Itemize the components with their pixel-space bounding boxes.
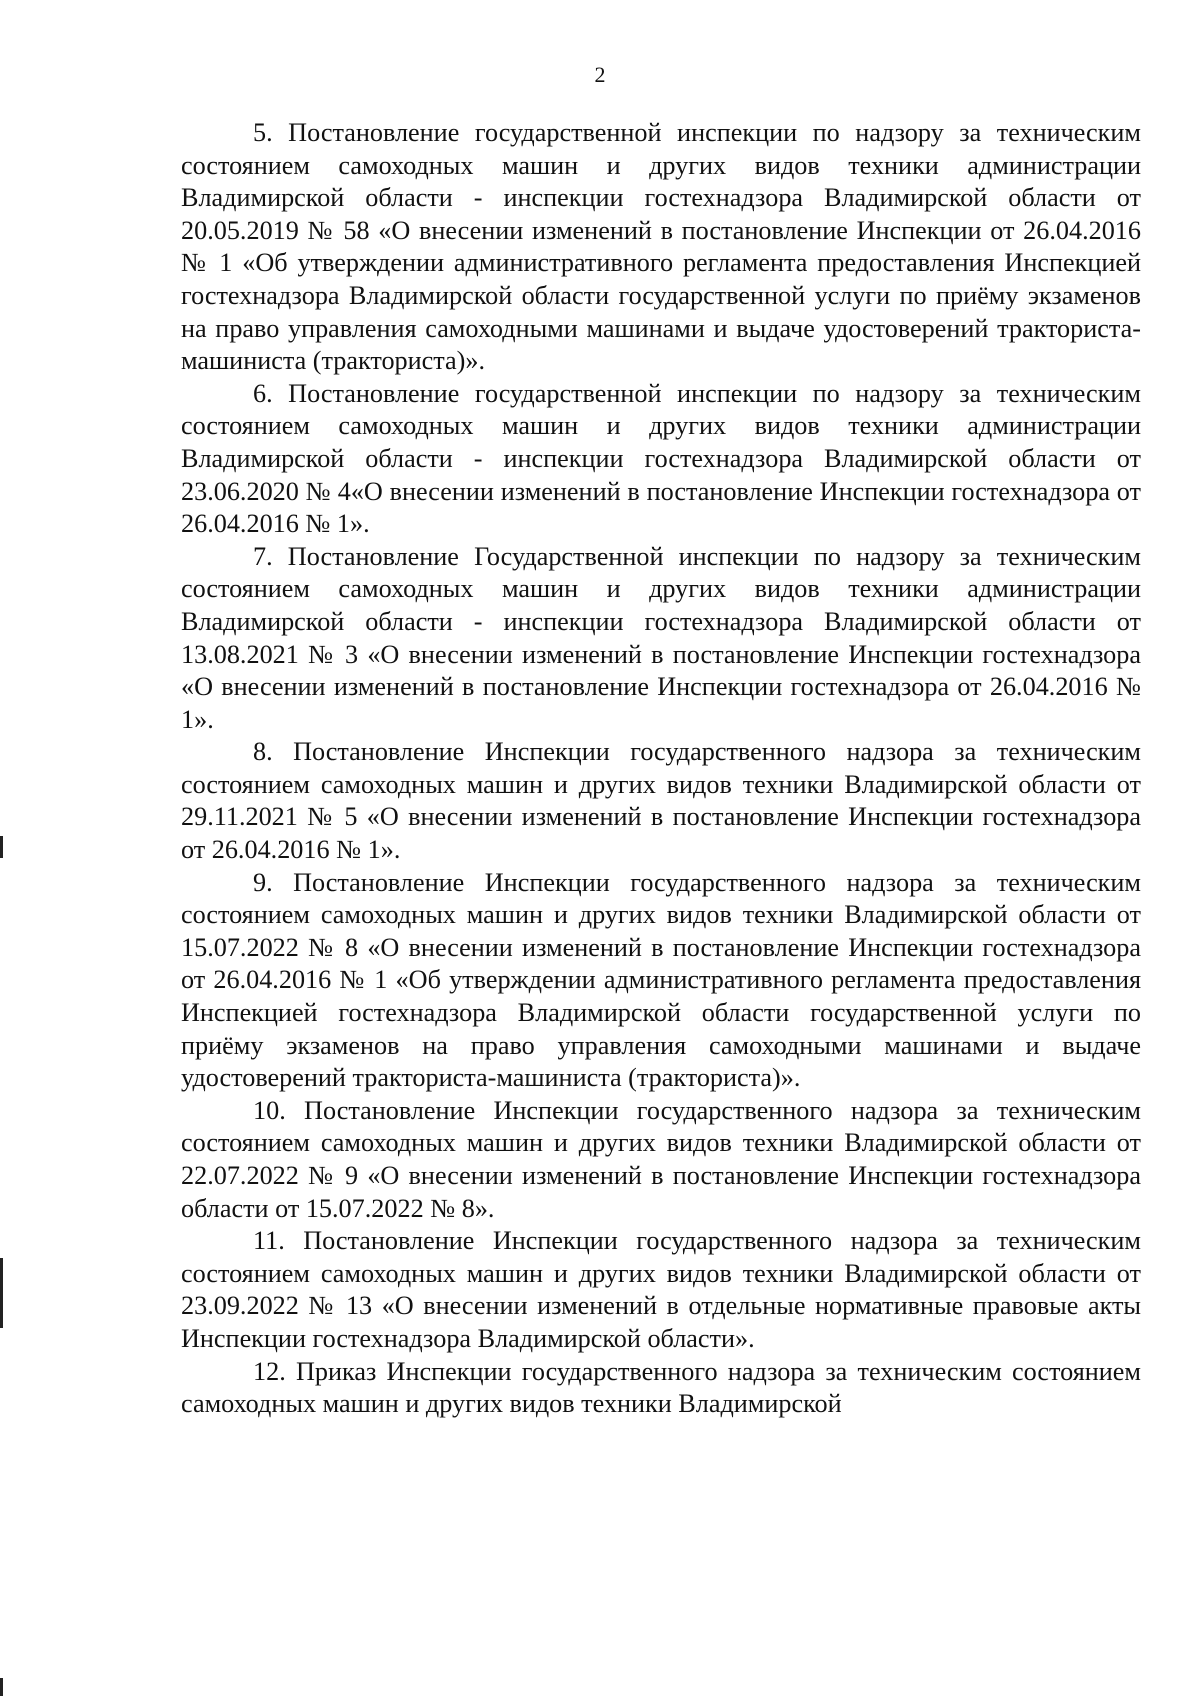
list-item-8: 8. Постановление Инспекции государственного надзора за техническим состоянием самоходных машин и других видов техники Владимирской области от 29.11.2021 № 5 «О внесении изменений в постановление Инспекции гостехнадзора от 26.04.2016 № 1».: [181, 737, 1141, 865]
list-item-11: 11. Постановление Инспекции государственного надзора за техническим состоянием самоходных машин и других видов техники Владимирской области от 23.09.2022 № 13 «О внесении изменений в отдельные нормативные правовые акты Инспекции гостехнадзора Владимирской области».: [181, 1226, 1141, 1353]
list-item-7: 7. Постановление Государственной инспекции по надзору за техническим состоянием самоходных машин и других видов техники администрации Владимирской области - инспекции гостехнадзора Владимирской области от 13.08.2021 № 3 «О внесении изменений в постановление Инспекции гостехнадзора «О внесении изменений в постановление Инспекции гостехнадзора от 26.04.2016 № 1».: [181, 541, 1141, 734]
scan-edge-mark: [0, 836, 3, 858]
document-body: [181, 117, 1141, 1421]
page-number: 2: [594, 62, 606, 87]
scan-edge-mark: [0, 1258, 3, 1328]
list-item-5: 5. Постановление государственной инспекции по надзору за техническим состоянием самоходных машин и других видов техники администрации Владимирской области - инспекции гостехнадзора Владимирской области от 20.05.2019 № 58 «О внесении изменений в постановление Инспекции от 26.04.2016 № 1 «Об утверждении административного регламента предоставления Инспекцией гостехнадзора Владимирской области государственной услуги по приёму экзаменов на право управления самоходными машинами и выдаче удостоверений тракториста-машиниста (тракториста)».: [181, 118, 1141, 376]
list-item-12: 12. Приказ Инспекции государственного надзора за техническим состоянием самоходных машин и других видов техники Владимирской: [181, 1356, 1141, 1419]
scan-edge-mark: [0, 1678, 3, 1696]
list-item-9: 9. Постановление Инспекции государственного надзора за техническим состоянием самоходных машин и других видов техники Владимирской области от 15.07.2022 № 8 «О внесении изменений в постановление Инспекции гостехнадзора от 26.04.2016 № 1 «Об утверждении административного регламента предоставления Инспекцией гостехнадзора Владимирской области государственной услуги по приёму экзаменов на право управления самоходными машинами и выдаче удостоверений тракториста-машиниста (тракториста)».: [181, 867, 1141, 1093]
list-item-6: 6. Постановление государственной инспекции по надзору за техническим состоянием самоходных машин и других видов техники администрации Владимирской области - инспекции гостехнадзора Владимирской области от 23.06.2020 № 4«О внесении изменений в постановление Инспекции гостехнадзора от 26.04.2016 № 1».: [181, 378, 1141, 539]
list-item-10: 10. Постановление Инспекции государственного надзора за техническим состоянием самоходных машин и других видов техники Владимирской области от 22.07.2022 № 9 «О внесении изменений в постановление Инспекции гостехнадзора области от 15.07.2022 № 8».: [181, 1095, 1141, 1223]
